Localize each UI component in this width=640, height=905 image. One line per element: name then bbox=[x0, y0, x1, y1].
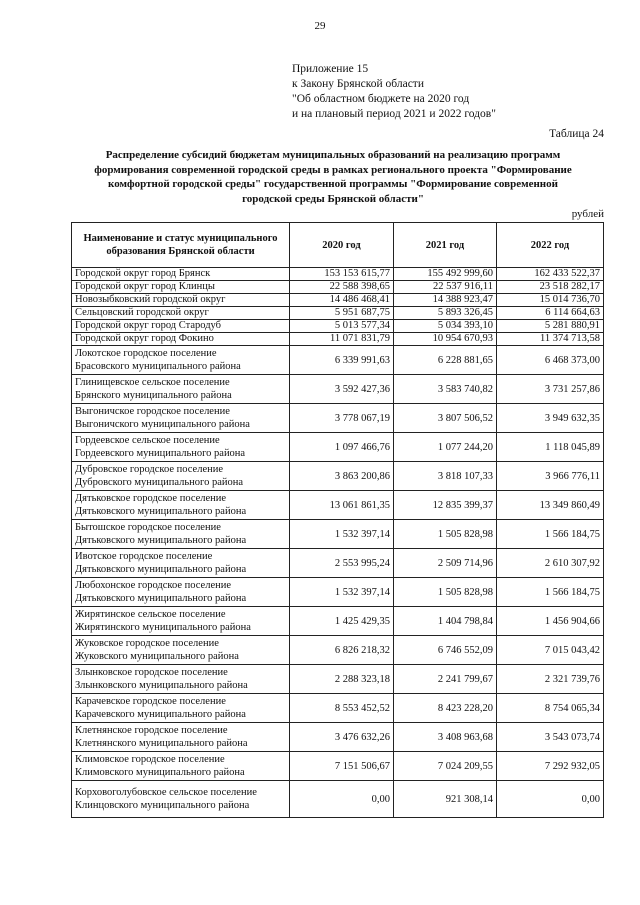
document-title bbox=[78, 148, 588, 206]
municipality-name bbox=[72, 723, 290, 752]
municipality-name-line: Новозыбковский городской округ bbox=[75, 294, 226, 305]
amount-2020: 5 013 577,34 bbox=[290, 320, 394, 333]
municipality-name bbox=[72, 462, 290, 491]
amount-2022: 3 966 776,11 bbox=[497, 462, 604, 491]
municipality-name-line: Выгоничское городское поселение bbox=[75, 406, 230, 417]
amount-2021: 22 537 916,11 bbox=[394, 281, 497, 294]
table-row bbox=[72, 665, 604, 694]
table-row bbox=[72, 694, 604, 723]
amount-2022: 1 118 045,89 bbox=[497, 433, 604, 462]
municipality-name-line: Городской округ город Фокино bbox=[75, 333, 214, 344]
amount-2022: 6 468 373,00 bbox=[497, 346, 604, 375]
amount-2022: 0,00 bbox=[497, 781, 604, 818]
appendix-line: Приложение 15 bbox=[292, 63, 369, 75]
header-name-line: образования Брянской области bbox=[106, 246, 255, 257]
municipality-name-line: Брянского муниципального района bbox=[75, 390, 232, 401]
table-row bbox=[72, 281, 604, 294]
page-number: 29 bbox=[314, 20, 326, 32]
municipality-name bbox=[72, 636, 290, 665]
amount-2020: 3 592 427,36 bbox=[290, 375, 394, 404]
title-line: комфортной городской среды" государственной программы "Формирование современной bbox=[108, 178, 558, 190]
amount-2020: 2 288 323,18 bbox=[290, 665, 394, 694]
table-row bbox=[72, 636, 604, 665]
municipality-name-line: Выгоничского муниципального района bbox=[75, 419, 250, 430]
municipality-name bbox=[72, 520, 290, 549]
amount-2021: 921 308,14 bbox=[394, 781, 497, 818]
amount-2022: 7 292 932,05 bbox=[497, 752, 604, 781]
municipality-name-line: Дятьковского муниципального района bbox=[75, 564, 247, 575]
amount-2022: 2 610 307,92 bbox=[497, 549, 604, 578]
municipality-name bbox=[72, 294, 290, 307]
municipality-name-line: Городской округ город Стародуб bbox=[75, 320, 222, 331]
amount-2021: 155 492 999,60 bbox=[394, 268, 497, 281]
table-row bbox=[72, 294, 604, 307]
table-row bbox=[72, 433, 604, 462]
amount-2022: 8 754 065,34 bbox=[497, 694, 604, 723]
table-row bbox=[72, 462, 604, 491]
municipality-name-line: Городской округ город Клинцы bbox=[75, 281, 215, 292]
appendix-line: "Об областном бюджете на 2020 год bbox=[292, 93, 470, 105]
amount-2020: 2 553 995,24 bbox=[290, 549, 394, 578]
amount-2022: 1 456 904,66 bbox=[497, 607, 604, 636]
municipality-name bbox=[72, 578, 290, 607]
municipality-name bbox=[72, 694, 290, 723]
amount-2022: 7 015 043,42 bbox=[497, 636, 604, 665]
municipality-name bbox=[72, 281, 290, 294]
amount-2021: 5 893 326,45 bbox=[394, 307, 497, 320]
amount-2020: 14 486 468,41 bbox=[290, 294, 394, 307]
municipality-name bbox=[72, 549, 290, 578]
municipality-name bbox=[72, 433, 290, 462]
amount-2021: 3 408 963,68 bbox=[394, 723, 497, 752]
amount-2021: 1 505 828,98 bbox=[394, 578, 497, 607]
municipality-name-line: Дубровское городское поселение bbox=[75, 464, 224, 475]
amount-2022: 23 518 282,17 bbox=[497, 281, 604, 294]
municipality-name-line: Жирятинского муниципального района bbox=[75, 622, 251, 633]
municipality-name-line: Климовское городское поселение bbox=[75, 754, 225, 765]
municipality-name bbox=[72, 607, 290, 636]
amount-2022: 3 731 257,86 bbox=[497, 375, 604, 404]
municipality-name bbox=[72, 346, 290, 375]
municipality-name-line: Локотское городское поселение bbox=[75, 348, 217, 359]
municipality-name bbox=[72, 307, 290, 320]
amount-2020: 1 532 397,14 bbox=[290, 578, 394, 607]
municipality-name-line: Корховоголубовское сельское поселение bbox=[75, 787, 257, 798]
units-label: рублей bbox=[571, 208, 604, 220]
appendix-line: и на плановый период 2021 и 2022 годов" bbox=[292, 108, 496, 120]
amount-2021: 7 024 209,55 bbox=[394, 752, 497, 781]
table-row bbox=[72, 320, 604, 333]
table-label: Таблица 24 bbox=[549, 128, 604, 140]
amount-2021: 1 077 244,20 bbox=[394, 433, 497, 462]
amount-2022: 1 566 184,75 bbox=[497, 578, 604, 607]
municipality-name-line: Ивотское городское поселение bbox=[75, 551, 213, 562]
municipality-name-line: Злынковского муниципального района bbox=[75, 680, 248, 691]
municipality-name-line: Климовского муниципального района bbox=[75, 767, 245, 778]
amount-2020: 1 532 397,14 bbox=[290, 520, 394, 549]
municipality-name bbox=[72, 665, 290, 694]
amount-2020: 8 553 452,52 bbox=[290, 694, 394, 723]
amount-2021: 3 818 107,33 bbox=[394, 462, 497, 491]
table-row bbox=[72, 549, 604, 578]
municipality-name bbox=[72, 781, 290, 818]
municipality-name-line: Злынковское городское поселение bbox=[75, 667, 228, 678]
title-line: Распределение субсидий бюджетам муниципальных образований на реализацию программ bbox=[105, 149, 561, 161]
header-2021: 2021 год bbox=[394, 223, 497, 268]
table-row bbox=[72, 491, 604, 520]
municipality-name-line: Гордеевское сельское поселение bbox=[75, 435, 220, 446]
amount-2021: 6 746 552,09 bbox=[394, 636, 497, 665]
municipality-name-line: Клетнянского муниципального района bbox=[75, 738, 248, 749]
amount-2020: 3 863 200,86 bbox=[290, 462, 394, 491]
amount-2022: 13 349 860,49 bbox=[497, 491, 604, 520]
header-name bbox=[72, 223, 290, 268]
subsidy-table bbox=[71, 222, 604, 818]
municipality-name-line: Клетнянское городское поселение bbox=[75, 725, 228, 736]
amount-2021: 3 807 506,52 bbox=[394, 404, 497, 433]
amount-2020: 0,00 bbox=[290, 781, 394, 818]
table-row bbox=[72, 404, 604, 433]
amount-2020: 22 588 398,65 bbox=[290, 281, 394, 294]
municipality-name bbox=[72, 404, 290, 433]
amount-2022: 3 949 632,35 bbox=[497, 404, 604, 433]
table-row bbox=[72, 520, 604, 549]
amount-2020: 6 339 991,63 bbox=[290, 346, 394, 375]
municipality-name-line: Гордеевского муниципального района bbox=[75, 448, 246, 459]
amount-2021: 2 509 714,96 bbox=[394, 549, 497, 578]
municipality-name bbox=[72, 320, 290, 333]
municipality-name-line: Жуковского муниципального района bbox=[75, 651, 239, 662]
header-name-line: Наименование и статус муниципального bbox=[83, 233, 278, 244]
amount-2022: 5 281 880,91 bbox=[497, 320, 604, 333]
title-line: городской среды Брянской области" bbox=[242, 192, 424, 205]
amount-2021: 1 505 828,98 bbox=[394, 520, 497, 549]
municipality-name-line: Бытошское городское поселение bbox=[75, 522, 221, 533]
municipality-name bbox=[72, 333, 290, 346]
table-row bbox=[72, 346, 604, 375]
municipality-name-line: Жирятинское сельское поселение bbox=[75, 609, 226, 620]
amount-2020: 3 778 067,19 bbox=[290, 404, 394, 433]
municipality-name-line: Дятьковское городское поселение bbox=[75, 493, 227, 504]
amount-2021: 10 954 670,93 bbox=[394, 333, 497, 346]
amount-2020: 11 071 831,79 bbox=[290, 333, 394, 346]
table-row bbox=[72, 307, 604, 320]
amount-2022: 6 114 664,63 bbox=[497, 307, 604, 320]
table-row bbox=[72, 333, 604, 346]
table-row bbox=[72, 607, 604, 636]
municipality-name-line: Городской округ город Брянск bbox=[75, 268, 211, 279]
appendix-line: к Закону Брянской области bbox=[292, 78, 424, 90]
municipality-name-line: Карачевское городское поселение bbox=[75, 696, 226, 707]
municipality-name-line: Сельцовский городской округ bbox=[75, 307, 209, 318]
municipality-name-line: Карачевского муниципального района bbox=[75, 709, 246, 720]
municipality-name bbox=[72, 375, 290, 404]
header-2020: 2020 год bbox=[290, 223, 394, 268]
amount-2021: 1 404 798,84 bbox=[394, 607, 497, 636]
municipality-name-line: Жуковское городское поселение bbox=[75, 638, 219, 649]
amount-2022: 3 543 073,74 bbox=[497, 723, 604, 752]
table-row bbox=[72, 781, 604, 818]
municipality-name bbox=[72, 491, 290, 520]
amount-2021: 3 583 740,82 bbox=[394, 375, 497, 404]
amount-2021: 5 034 393,10 bbox=[394, 320, 497, 333]
municipality-name-line: Дятьковского муниципального района bbox=[75, 593, 247, 604]
amount-2022: 1 566 184,75 bbox=[497, 520, 604, 549]
appendix-block bbox=[292, 62, 496, 122]
amount-2022: 2 321 739,76 bbox=[497, 665, 604, 694]
municipality-name-line: Любохонское городское поселение bbox=[75, 580, 232, 591]
municipality-name-line: Дятьковского муниципального района bbox=[75, 506, 247, 517]
table-row bbox=[72, 268, 604, 281]
municipality-name bbox=[72, 752, 290, 781]
amount-2020: 5 951 687,75 bbox=[290, 307, 394, 320]
amount-2021: 2 241 799,67 bbox=[394, 665, 497, 694]
municipality-name-line: Глинищевское сельское поселение bbox=[75, 377, 230, 388]
amount-2021: 6 228 881,65 bbox=[394, 346, 497, 375]
amount-2020: 7 151 506,67 bbox=[290, 752, 394, 781]
municipality-name-line: Дятьковского муниципального района bbox=[75, 535, 247, 546]
table-body bbox=[72, 268, 604, 818]
municipality-name-line: Клинцовского муниципального района bbox=[75, 800, 250, 811]
table-row bbox=[72, 723, 604, 752]
table-row bbox=[72, 578, 604, 607]
amount-2022: 162 433 522,37 bbox=[497, 268, 604, 281]
amount-2021: 14 388 923,47 bbox=[394, 294, 497, 307]
header-2022: 2022 год bbox=[497, 223, 604, 268]
amount-2021: 12 835 399,37 bbox=[394, 491, 497, 520]
title-line: формирования современной городской среды в рамках регионального проекта "Формирование bbox=[94, 163, 572, 176]
amount-2020: 3 476 632,26 bbox=[290, 723, 394, 752]
table-header-row bbox=[72, 223, 604, 268]
table-row bbox=[72, 375, 604, 404]
amount-2020: 153 153 615,77 bbox=[290, 268, 394, 281]
amount-2020: 13 061 861,35 bbox=[290, 491, 394, 520]
municipality-name bbox=[72, 268, 290, 281]
amount-2022: 15 014 736,70 bbox=[497, 294, 604, 307]
table-row bbox=[72, 752, 604, 781]
amount-2022: 11 374 713,58 bbox=[497, 333, 604, 346]
amount-2020: 6 826 218,32 bbox=[290, 636, 394, 665]
municipality-name-line: Дубровского муниципального района bbox=[75, 477, 244, 488]
municipality-name-line: Брасовского муниципального района bbox=[75, 361, 241, 372]
amount-2021: 8 423 228,20 bbox=[394, 694, 497, 723]
amount-2020: 1 097 466,76 bbox=[290, 433, 394, 462]
amount-2020: 1 425 429,35 bbox=[290, 607, 394, 636]
